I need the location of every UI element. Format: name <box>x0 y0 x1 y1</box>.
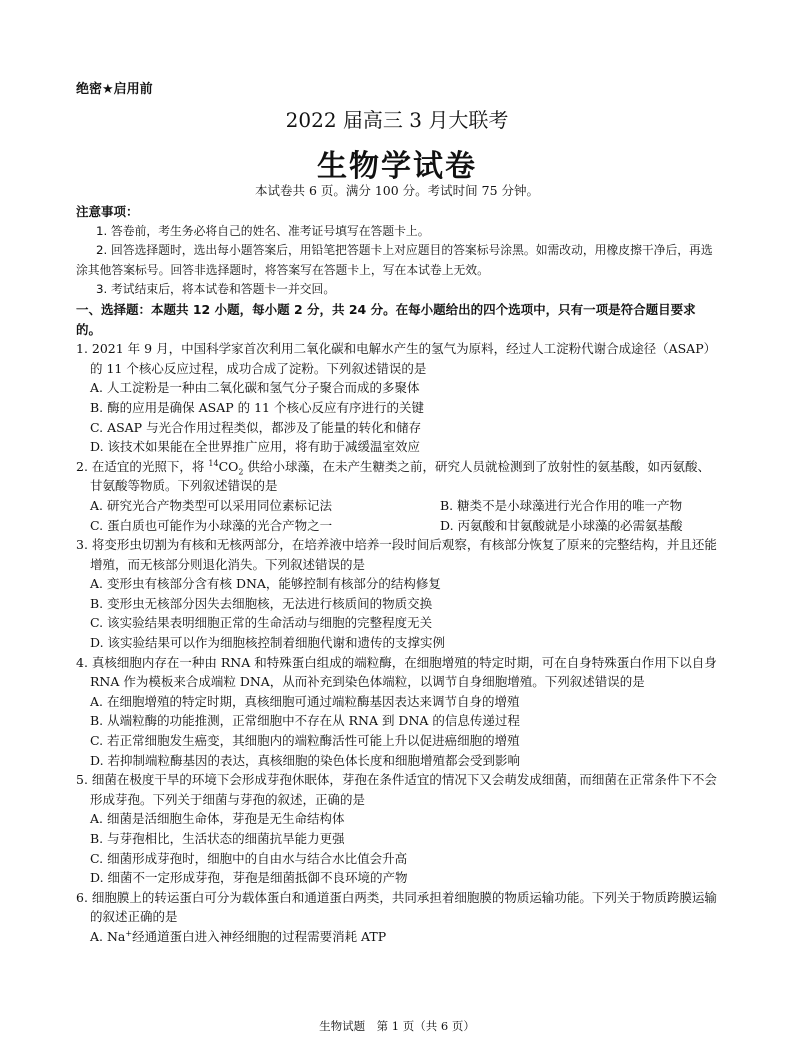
option-c: C. 该实验结果表明细胞正常的生命活动与细胞的完整程度无关 <box>90 615 433 631</box>
option-b: B. 变形虫无核部分因失去细胞核，无法进行核质间的物质交换 <box>90 595 433 611</box>
page-footer: 生物试题 第 1 页（共 6 页） <box>319 1019 475 1033</box>
question-4 <box>76 653 720 771</box>
option-a: A. 细菌是活细胞生命体，芽孢是无生命结构体 <box>90 811 345 827</box>
question-stem: 3. 将变形虫切割为有核和无核两部分，在培养液中培养一段时间后观察，有核部分恢复了原来的完整结构，并且还能增殖，而无核部分则退化消失。下列叙述错误的是 <box>76 537 717 572</box>
question-stem: 4. 真核细胞内存在一种由 RNA 和特殊蛋白组成的端粒酶，在细胞增殖的特定时期，可在自身特殊蛋白作用下以自身 RNA 作为模板来合成端粒 DNA，从而补充到染色体端粒，以调节自身细胞增殖。下列叙述错误的是 <box>76 654 717 690</box>
question-stem: 1. 2021 年 9 月，中国科学家首次利用二氧化碳和电解水产生的氢气为原料，经过人工淀粉代谢合成途径（ASAP）的 11 个核心反应过程，成功合成了淀粉。下列叙述错误的是 <box>76 341 717 376</box>
option-a: A. 变形虫有核部分含有核 DNA，能够控制有核部分的结构修复 <box>90 576 441 592</box>
option-c: C. 蛋白质也可能作为小球藻的光合产物之一 <box>90 517 333 533</box>
question-2 <box>76 457 720 535</box>
subject-title: 生物学试卷 <box>317 149 477 184</box>
isotope-superscript: 14 <box>208 458 219 468</box>
question-3 <box>76 535 720 653</box>
section-heading: 一、选择题：本题共 12 小题，每小题 2 分，共 24 分。在每小题给出的四个选项中，只有一项是符合题目要求的。 <box>76 301 696 337</box>
option-d: D. 丙氨酸和甘氨酸就是小球藻的必需氨基酸 <box>440 517 683 533</box>
option-c: C. 若正常细胞发生癌变，其细胞内的端粒酶活性可能上升以促进癌细胞的增殖 <box>90 733 520 749</box>
option-b: B. 糖类不是小球藻进行光合作用的唯一产物 <box>440 497 683 513</box>
exam-title: 2022 届高三 3 月大联考 <box>285 108 509 132</box>
stem-post: 供给小球藻，在未产生糖类之前，研究人员就检测到了放射性的氨基酸，如丙氨酸、甘氨酸等物质。下列叙述错误的是 <box>90 458 710 494</box>
option-a-pre: A. Na <box>90 928 126 944</box>
option-d: D. 该实验结果可以作为细胞核控制着细胞代谢和遗传的支撑实例 <box>90 635 446 651</box>
question-stem <box>76 457 720 496</box>
note-item: 1. 答卷前，考生务必将自己的姓名、准考证号填写在答题卡上。 <box>96 223 430 238</box>
option-b: B. 从端粒酶的功能推测，正常细胞中不存在从 RNA 到 DNA 的信息传递过程 <box>90 713 520 729</box>
option-a: A. 人工淀粉是一种由二氧化碳和氢气分子聚合而成的多聚体 <box>90 380 420 396</box>
exam-body <box>76 202 720 947</box>
option-c: C. 细菌形成芽孢时，细胞中的自由水与结合水比值会升高 <box>90 850 408 866</box>
exam-meta: 本试卷共 6 页。满分 100 分。考试时间 75 分钟。 <box>254 183 540 198</box>
option-row <box>76 516 720 536</box>
option-d: D. 该技术如果能在全世界推广应用，将有助于减缓温室效应 <box>90 439 421 455</box>
formula-subscript: 2 <box>238 467 244 477</box>
stem-pre: 2. 在适宜的光照下，将 <box>76 458 209 474</box>
option-b: B. 酶的应用是确保 ASAP 的 11 个核心反应有序进行的关键 <box>90 399 424 415</box>
option-a-post: 经通道蛋白进入神经细胞的过程需要消耗 ATP <box>132 928 387 944</box>
option-a <box>76 927 720 947</box>
question-stem: 6. 细胞膜上的转运蛋白可分为载体蛋白和通道蛋白两类，共同承担着细胞膜的物质运输功能。下列关于物质跨膜运输的叙述正确的是 <box>76 889 717 925</box>
question-stem: 5. 细菌在极度干旱的环境下会形成芽孢休眠体，芽孢在条件适宜的情况下又会萌发成细菌，而细菌在正常条件下不会形成芽孢。下列关于细菌与芽孢的叙述，正确的是 <box>76 772 717 807</box>
option-b: B. 与芽孢相比，生活状态的细菌抗旱能力更强 <box>90 831 345 846</box>
notes-heading: 注意事项： <box>76 204 139 219</box>
question-5 <box>76 770 720 888</box>
confidential-mark: 绝密★启用前 <box>76 82 153 97</box>
stem-mid: CO <box>218 458 239 474</box>
question-6 <box>76 888 720 947</box>
note-item: 3. 考试结束后，将本试卷和答题卡一并交回。 <box>96 282 336 297</box>
option-d: D. 细菌不一定形成芽孢，芽孢是细菌抵御不良环境的产物 <box>90 870 408 886</box>
option-row <box>76 496 720 516</box>
option-a: A. 研究光合产物类型可以采用同位素标记法 <box>90 497 332 513</box>
question-1 <box>76 339 720 457</box>
option-d: D. 若抑制端粒酶基因的表达，真核细胞的染色体长度和细胞增殖都会受到影响 <box>90 752 521 768</box>
ion-charge-superscript: + <box>125 928 133 938</box>
note-item: 2. 回答选择题时，选出每小题答案后，用铅笔把答题卡上对应题目的答案标号涂黑。如需改动，用橡皮擦干净后，再选涂其他答案标号。回答非选择题时，将答案写在答题卡上，写在本试卷上无效。 <box>76 243 713 277</box>
option-c: C. ASAP 与光合作用过程类似，都涉及了能量的转化和储存 <box>90 419 422 435</box>
option-a: A. 在细胞增殖的特定时期，真核细胞可通过端粒酶基因表达来调节自身的增殖 <box>90 693 520 709</box>
